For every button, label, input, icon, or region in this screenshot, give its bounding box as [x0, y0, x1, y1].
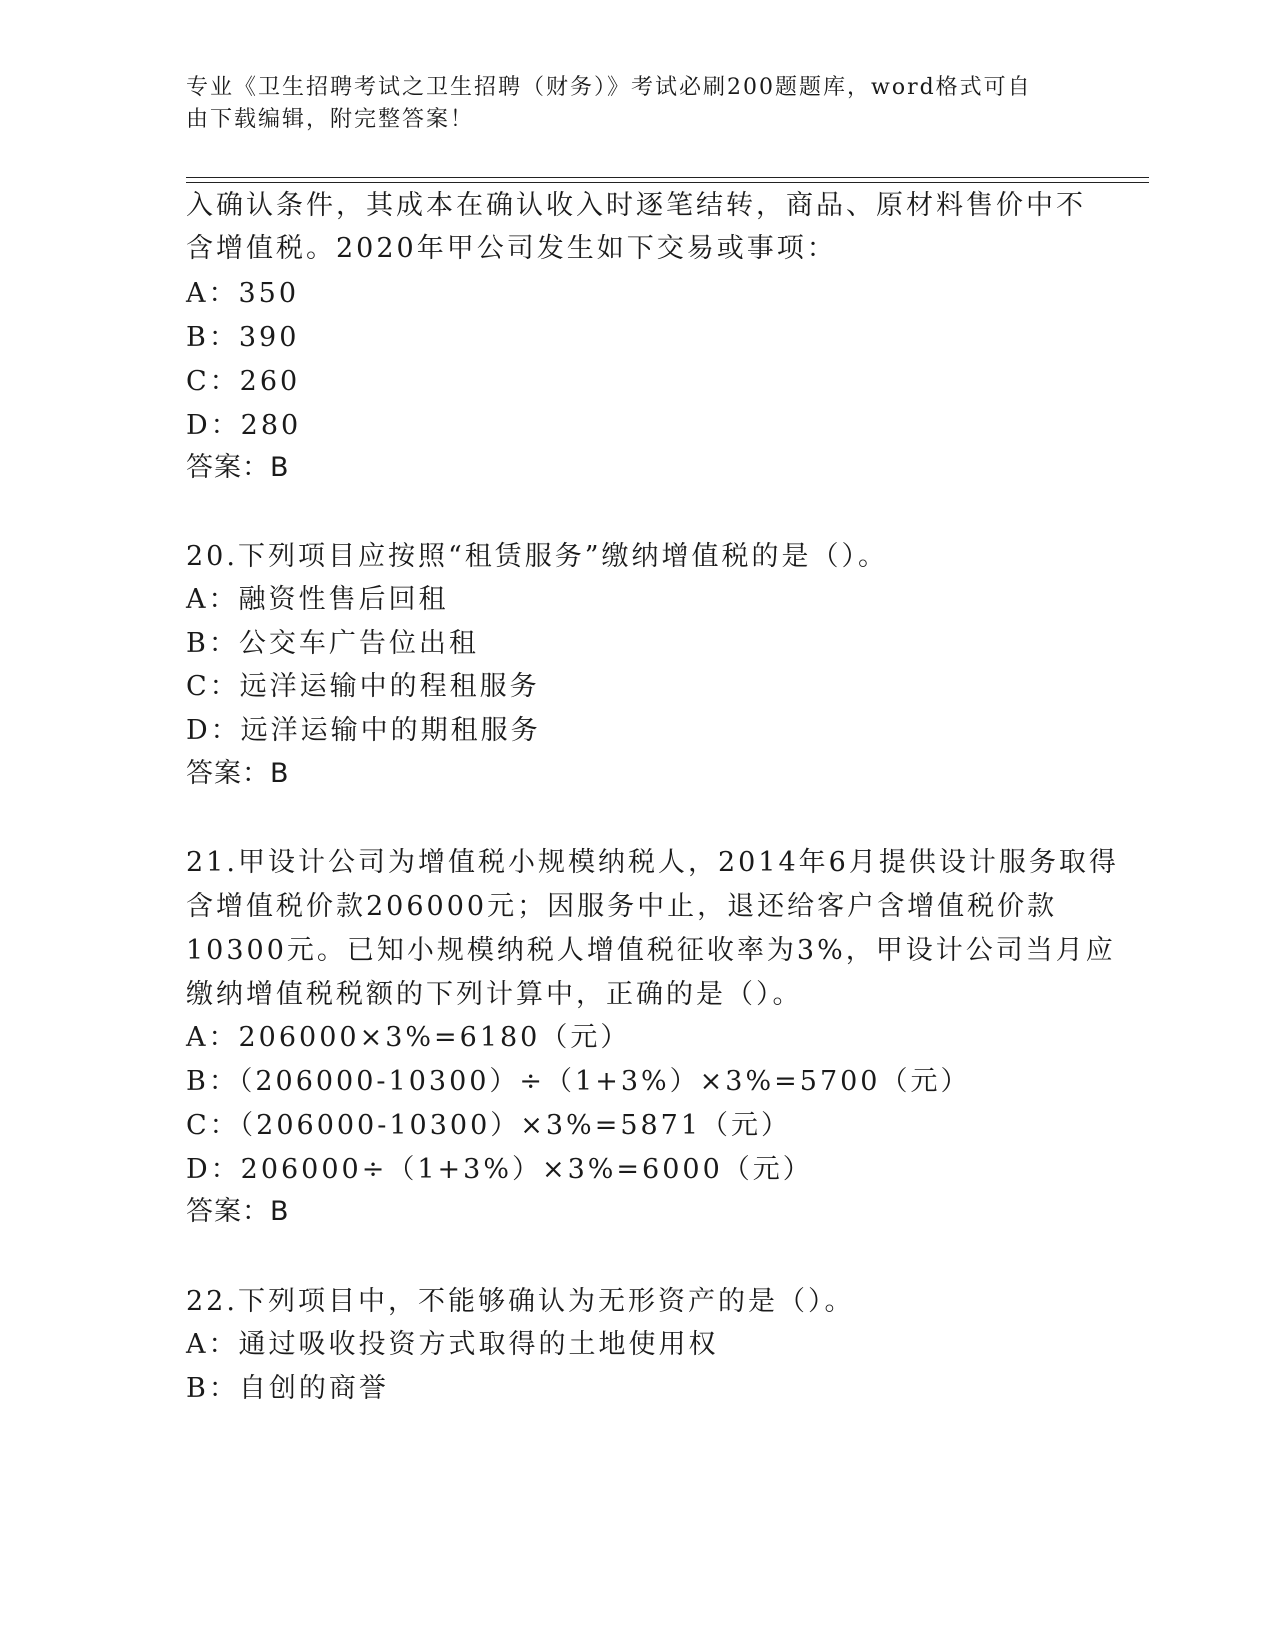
q21-option-d: D：206000÷（1+3%）×3%=6000（元）	[186, 1154, 813, 1185]
q22-stem: 22.下列项目中，不能够确认为无形资产的是（）。	[186, 1286, 855, 1317]
q20-stem: 20.下列项目应按照“租赁服务”缴纳增值税的是（）。	[186, 541, 889, 572]
q19-option-a: A：350	[186, 278, 300, 309]
q20-option-a: A：融资性售后回租	[186, 584, 449, 615]
q19-option-b: B：390	[186, 322, 300, 353]
header-line-1: 专业《卫生招聘考试之卫生招聘（财务）》考试必刷200题题库，word格式可自	[186, 75, 1032, 100]
header-divider-top	[186, 177, 1149, 178]
q19-text-line-2: 含增值税。2020年甲公司发生如下交易或事项：	[186, 233, 837, 264]
header-divider-bottom	[186, 182, 1149, 183]
q20-option-c: C：远洋运输中的程租服务	[186, 671, 540, 702]
q20-answer: 答案：B	[186, 758, 290, 789]
document-header	[186, 72, 1066, 136]
q21-stem-line-1: 21.甲设计公司为增值税小规模纳税人，2014年6月提供设计服务取得	[186, 847, 1119, 878]
q21-stem-line-4: 缴纳增值税税额的下列计算中，正确的是（）。	[186, 979, 803, 1010]
q21-answer: 答案：B	[186, 1196, 290, 1227]
q21-stem-line-2: 含增值税价款206000元；因服务中止，退还给客户含增值税价款	[186, 891, 1058, 922]
q19-answer: 答案：B	[186, 452, 290, 483]
q19-option-d: D：280	[186, 410, 302, 441]
q20-option-d: D：远洋运输中的期租服务	[186, 715, 541, 746]
q21-option-a: A：206000×3%=6180（元）	[186, 1022, 631, 1053]
header-line-2: 由下载编辑，附完整答案！	[186, 107, 475, 132]
q19-option-c: C：260	[186, 366, 301, 397]
q22-option-a: A：通过吸收投资方式取得的土地使用权	[186, 1329, 719, 1360]
q19-text-line-1: 入确认条件，其成本在确认收入时逐笔结转，商品、原材料售价中不	[186, 190, 1086, 221]
q21-stem-line-3: 10300元。已知小规模纳税人增值税征收率为3%，甲设计公司当月应	[186, 935, 1116, 966]
q22-option-b: B：自创的商誉	[186, 1373, 389, 1404]
q20-option-b: B：公交车广告位出租	[186, 628, 479, 659]
q21-option-c: C：（206000-10300）×3%=5871（元）	[186, 1110, 792, 1141]
q21-option-b: B：（206000-10300）÷（1+3%）×3%=5700（元）	[186, 1066, 971, 1097]
